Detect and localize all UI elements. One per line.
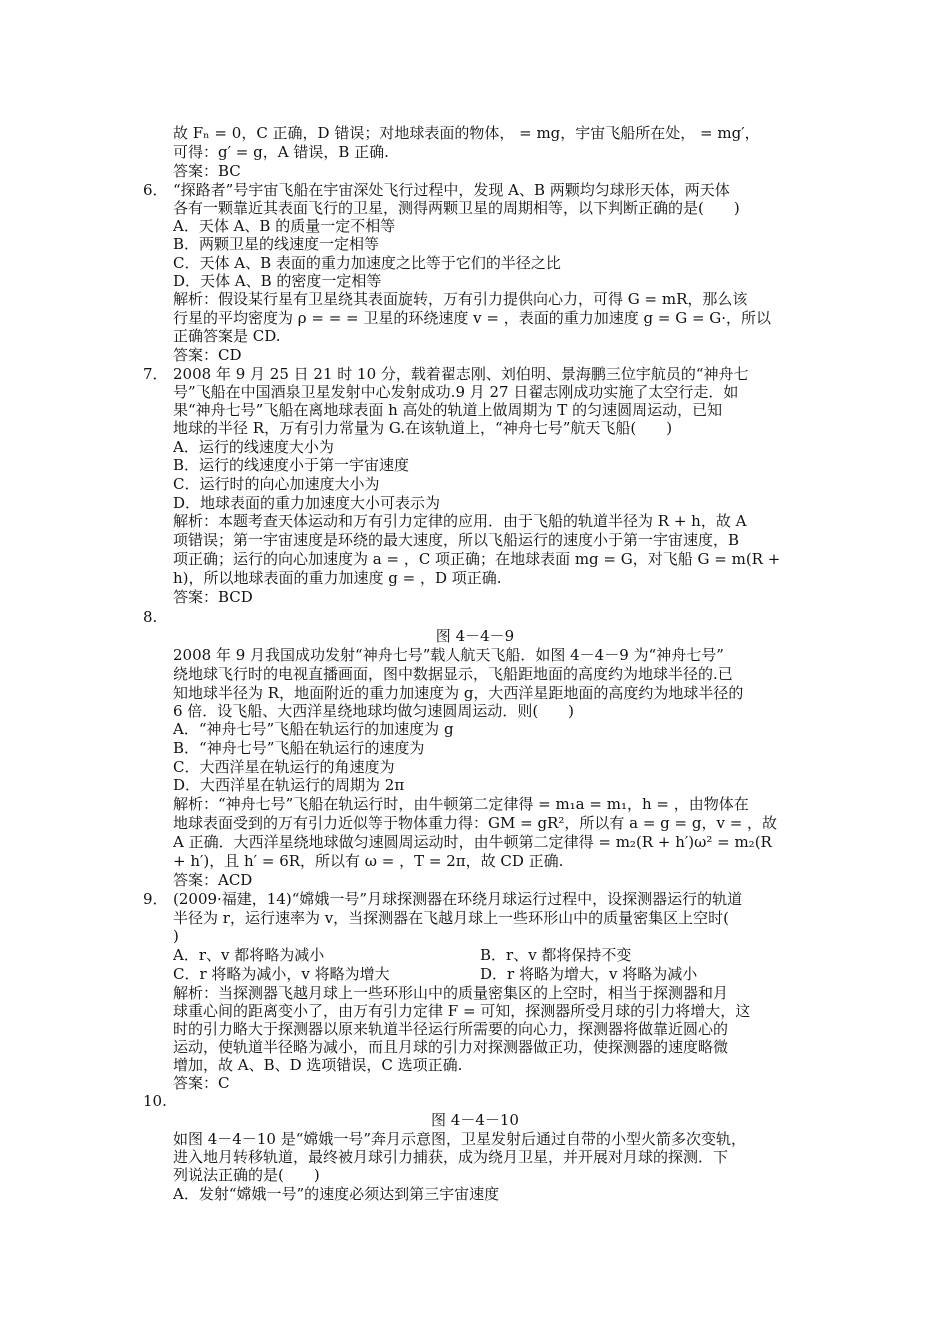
q9-answer: 答案：C — [173, 1074, 230, 1092]
q8-explanation-3: A 正确．大西洋星绕地球做匀速圆周运动时，由牛顿第二定律得 = m₂(R + h′)ω² = m₂(R — [173, 833, 772, 851]
q6-answer: 答案：CD — [173, 346, 242, 364]
q9-explanation-2: 球重心间的距离变小了，由万有引力定律 F = 可知，探测器所受月球的引力将增大，这 — [173, 1002, 751, 1020]
q7-option-a: A．运行的线速度大小为 — [173, 438, 334, 456]
q6-stem-2: 各有一颗靠近其表面飞行的卫星，测得两颗卫星的周期相等，以下判断正确的是( ) — [173, 199, 740, 217]
q7-stem-3: 果“神舟七号”飞船在离地球表面 h 高处的轨道上做周期为 T 的匀速圆周运动，已知 — [173, 401, 723, 419]
q7-answer: 答案：BCD — [173, 588, 253, 606]
q9-option-d: D．r 将略为增大，v 将略为减小 — [480, 965, 698, 983]
q6-option-a: A．天体 A、B 的质量一定不相等 — [173, 217, 396, 235]
q6-explanation-3: 正确答案是 CD. — [173, 327, 281, 345]
q10-stem-2: 进入地月转移轨道，最终被月球引力捕获，成为绕月卫星，并开展对月球的探测．下 — [173, 1148, 729, 1166]
q9-stem-2: 半径为 r，运行速率为 v，当探测器在飞越月球上一些环形山中的质量密集区上空时( — [173, 909, 730, 927]
q8-option-a: A．“神舟七号”飞船在轨运行的加速度为 g — [173, 720, 454, 738]
q6-explanation-2: 行星的平均密度为 ρ = = = 卫星的环绕速度 v = ，表面的重力加速度 g = G = G·，所以 — [173, 309, 772, 327]
q7-explanation-2: 项错误；第一宇宙速度是环绕的最大速度，所以飞船运行的速度小于第一宇宙速度，B — [173, 531, 740, 549]
q7-explanation-1: 解析：本题考查天体运动和万有引力定律的应用．由于飞船的轨道半径为 R + h，故 A — [173, 512, 747, 530]
q7-explanation-4: h)，所以地球表面的重力加速度 g = ，D 项正确. — [173, 569, 502, 587]
q8-stem-3: 知地球半径为 R，地面附近的重力加速度为 g，大西洋星距地面的高度约为地球半径的 — [173, 684, 744, 702]
q6-number: 6． — [143, 181, 168, 199]
q5-line-2: 可得：g′ = g，A 错误，B 正确. — [173, 143, 389, 161]
q8-option-b: B．“神舟七号”飞船在轨运行的速度为 — [173, 739, 425, 757]
q8-stem-1: 2008 年 9 月我国成功发射“神舟七号”载人航天飞船．如图 4－4－9 为“神舟七号” — [173, 646, 724, 664]
q8-option-d: D．大西洋星在轨运行的周期为 2π — [173, 776, 405, 794]
q6-option-b: B．两颗卫星的线速度一定相等 — [173, 235, 380, 253]
q9-number: 9． — [143, 890, 168, 908]
q9-explanation-5: 增加，故 A、B、D 选项错误，C 选项正确. — [173, 1056, 463, 1074]
q7-number: 7． — [143, 365, 168, 383]
q6-option-c: C．天体 A、B 表面的重力加速度之比等于它们的半径之比 — [173, 254, 561, 272]
q9-stem-1: (2009·福建，14)“嫦娥一号”月球探测器在环绕月球运行过程中，设探测器运行的轨道 — [173, 890, 743, 908]
q6-explanation-1: 解析：假设某行星有卫星绕其表面旋转，万有引力提供向心力，可得 G = mR，那么该 — [173, 290, 748, 308]
q7-stem-1: 2008 年 9 月 25 日 21 时 10 分，载着翟志刚、刘伯明、景海鹏三位宇航员的“神舟七 — [173, 365, 749, 383]
q9-stem-3: ) — [173, 927, 179, 945]
q6-option-d: D．天体 A、B 的密度一定相等 — [173, 272, 382, 290]
q7-explanation-3: 项正确；运行的向心加速度为 a = ，C 项正确；在地球表面 mg = G，对飞船 G = m(R + — [173, 550, 781, 568]
q7-option-d: D．地球表面的重力加速度大小可表示为 — [173, 494, 441, 512]
q7-option-b: B．运行的线速度小于第一宇宙速度 — [173, 456, 410, 474]
figure-caption-4-4-10: 图 4－4－10 — [431, 1111, 519, 1129]
q7-option-c: C．运行时的向心加速度大小为 — [173, 475, 380, 493]
q6-stem-1: “探路者”号宇宙飞船在宇宙深处飞行过程中，发现 A、B 两颗均匀球形天体，两天体 — [173, 181, 730, 199]
figure-caption-4-4-9: 图 4－4－9 — [435, 627, 515, 645]
q9-explanation-1: 解析：当探测器飞越月球上一些环形山中的质量密集区的上空时，相当于探测器和月 — [173, 984, 729, 1002]
q8-explanation-1: 解析：“神舟七号”飞船在轨运行时，由牛顿第二定律得 = m₁a = m₁，h = ，由物体在 — [173, 795, 749, 813]
q10-option-a: A．发射“嫦娥一号”的速度必须达到第三宇宙速度 — [173, 1185, 500, 1203]
q9-explanation-4: 运动，使轨道半径略为减小，而且月球的引力对探测器做正功，使探测器的速度略微 — [173, 1038, 729, 1056]
q8-number: 8. — [143, 608, 158, 626]
q8-stem-2: 绕地球飞行时的电视直播画面，图中数据显示，飞船距地面的高度约为地球半径的.已 — [173, 665, 733, 683]
q9-option-b: B．r、v 都将保持不变 — [480, 946, 632, 964]
q7-stem-4: 地球的半径 R，万有引力常量为 G.在该轨道上，“神舟七号”航天飞船( ) — [173, 419, 673, 437]
q9-option-c: C．r 将略为减小，v 将略为增大 — [173, 965, 390, 983]
q5-line-1: 故 Fₙ = 0，C 正确，D 错误；对地球表面的物体， = mg，宇宙飞船所在处， = mg′， — [173, 124, 760, 142]
q5-answer: 答案：BC — [173, 162, 241, 180]
q10-stem-1: 如图 4－4－10 是“嫦娥一号”奔月示意图，卫星发射后通过自带的小型火箭多次变轨， — [173, 1130, 747, 1148]
q8-explanation-2: 地球表面受到的万有引力近似等于物体重力得：GM = gR²，所以有 a = g = g，v = ，故 — [173, 814, 778, 832]
q10-stem-3: 列说法正确的是( ) — [173, 1166, 320, 1184]
q10-number: 10. — [143, 1092, 167, 1110]
q8-answer: 答案：ACD — [173, 871, 253, 889]
q8-stem-4: 6 倍．设飞船、大西洋星绕地球均做匀速圆周运动．则( ) — [173, 702, 575, 720]
q8-option-c: C．大西洋星在轨运行的角速度为 — [173, 758, 395, 776]
q9-explanation-3: 时的引力略大于探测器以原来轨道半径运行所需要的向心力，探测器将做靠近圆心的 — [173, 1020, 729, 1038]
q7-stem-2: 号”飞船在中国酒泉卫星发射中心发射成功.9 月 27 日翟志刚成功实施了太空行走．如 — [173, 383, 739, 401]
q9-option-a: A．r、v 都将略为减小 — [173, 946, 325, 964]
q8-explanation-4: + h′)，且 h′ = 6R，所以有 ω = ，T = 2π，故 CD 正确. — [173, 852, 564, 870]
